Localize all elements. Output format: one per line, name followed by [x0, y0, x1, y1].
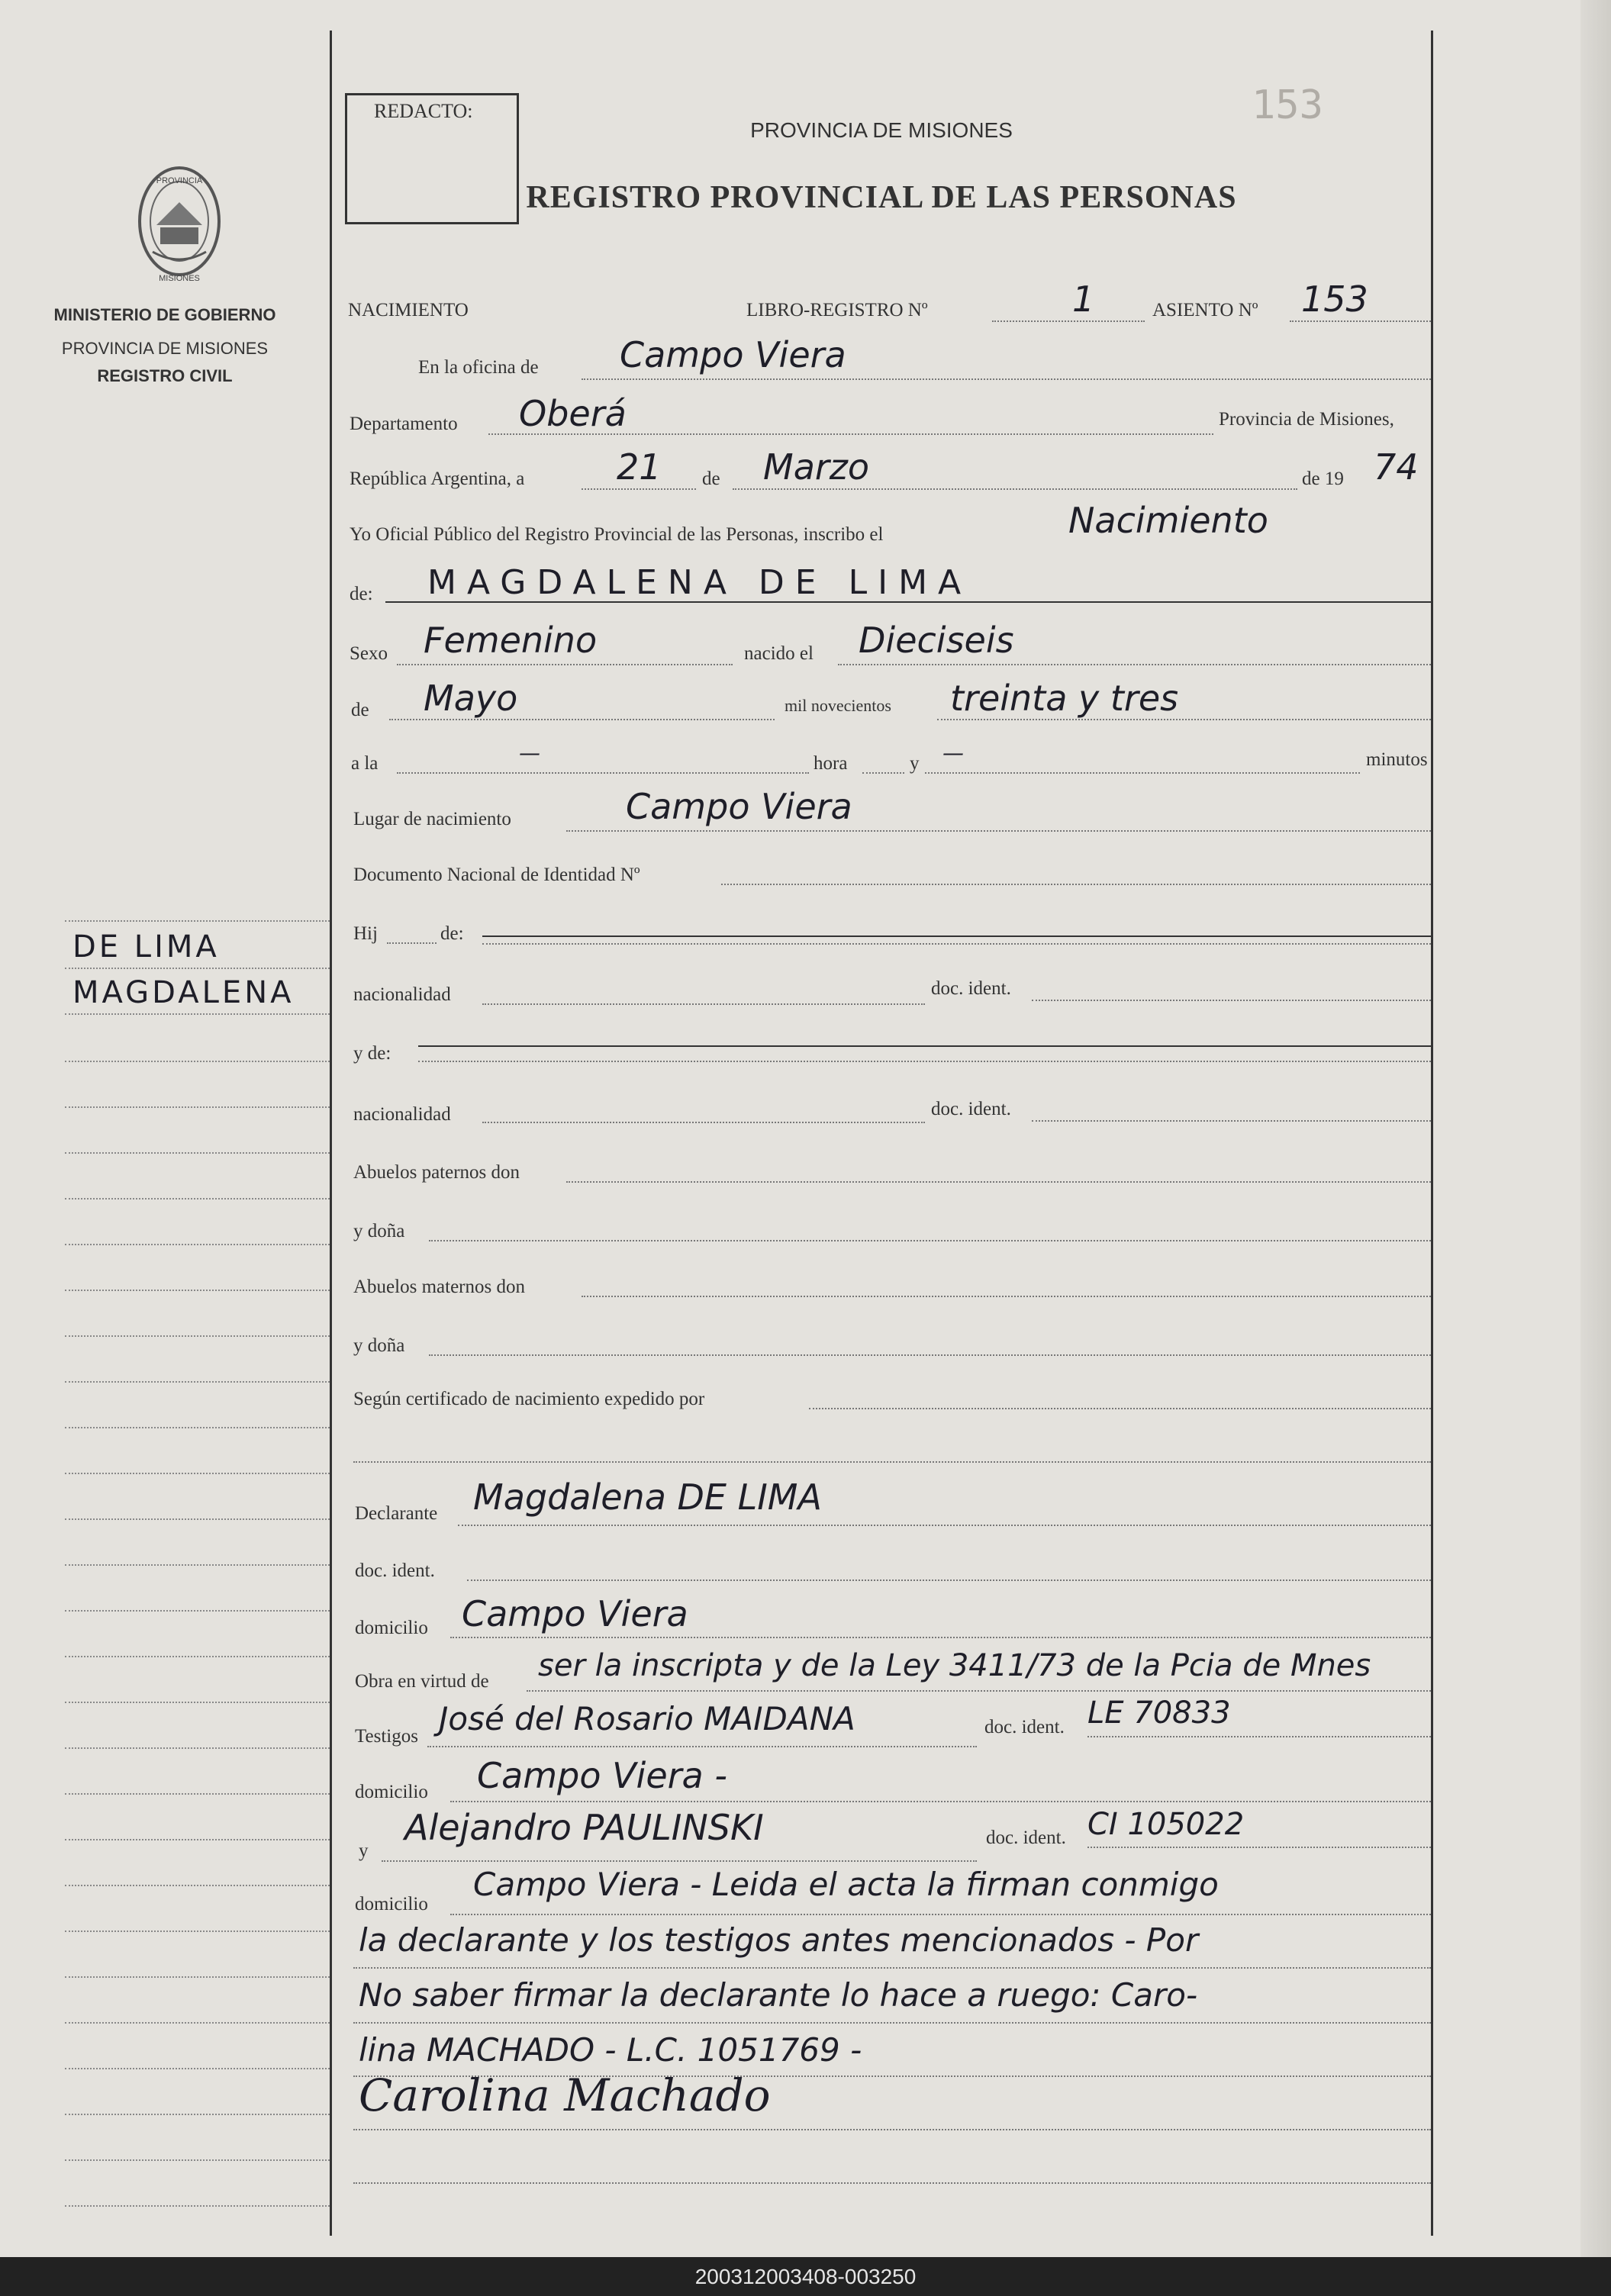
dni-label: Documento Nacional de Identidad Nº: [353, 865, 640, 885]
oficina-value: Campo Viera: [620, 334, 846, 375]
ydona-label-1: y doña: [353, 1221, 405, 1241]
minutos-label: minutos: [1366, 749, 1428, 770]
asiento-value: 153: [1301, 279, 1368, 320]
year-prefix: de 19: [1302, 469, 1344, 489]
month-value: Marzo: [763, 446, 870, 488]
lugar-value: Campo Viera: [626, 786, 852, 827]
ministry-line-2: PROVINCIA DE MISIONES: [61, 339, 269, 358]
testigo2-doc-label: doc. ident.: [986, 1827, 1066, 1848]
abuelos-maternos-label: Abuelos maternos don: [353, 1277, 525, 1297]
departamento-value: Oberá: [519, 393, 627, 434]
y2-label: y: [359, 1840, 369, 1861]
testigo1-doc-label: doc. ident.: [984, 1717, 1065, 1737]
notes-line-1: la declarante y los testigos antes mencionados - Por: [359, 1921, 1199, 1959]
domicilio-label-3: domicilio: [355, 1894, 428, 1914]
birth-month-value: Mayo: [424, 678, 518, 719]
page-number: 153: [1252, 82, 1323, 128]
signature: Carolina Machado: [359, 2069, 771, 2121]
margin-note-name: MAGDALENA: [72, 975, 295, 1010]
yde-label: y de:: [353, 1043, 391, 1064]
acta-type-value: Nacimiento: [1068, 500, 1268, 541]
departamento-label: Departamento: [350, 414, 458, 434]
right-rule: [1431, 31, 1433, 2236]
margin-note-surname: DE LIMA: [72, 929, 220, 964]
obra-label: Obra en virtud de: [355, 1671, 489, 1692]
nacionalidad-label-1: nacionalidad: [353, 984, 451, 1005]
birth-year-value: treinta y tres: [950, 678, 1179, 719]
ala-label: a la: [351, 753, 379, 774]
nacionalidad-label-2: nacionalidad: [353, 1104, 451, 1125]
minutos-value: —: [942, 740, 964, 765]
mil-label: mil novecientos: [785, 696, 891, 715]
oficial-label: Yo Oficial Público del Registro Provincial de las Personas, inscribo el: [350, 524, 884, 545]
doc-ident-label-1: doc. ident.: [931, 978, 1011, 999]
testigo1-doc-value: LE 70833: [1087, 1695, 1231, 1731]
nacido-label: nacido el: [744, 643, 814, 664]
registry-title: REGISTRO PROVINCIAL DE LAS PERSONAS: [526, 180, 1237, 215]
lugar-label: Lugar de nacimiento: [353, 809, 511, 829]
libro-label: LIBRO-REGISTRO Nº: [746, 300, 928, 320]
segun-label: Según certificado de nacimiento expedido por: [353, 1389, 705, 1409]
domicilio-label-1: domicilio: [355, 1618, 428, 1638]
oficina-label: En la oficina de: [418, 357, 539, 378]
testigo2-domicilio-value: Campo Viera - Leida el acta la firman conmigo: [473, 1866, 1219, 1903]
sexo-label: Sexo: [350, 643, 388, 664]
domicilio-label-2: domicilio: [355, 1782, 428, 1802]
notes-line-3: lina MACHADO - L.C. 1051769 -: [359, 2031, 862, 2069]
declarante-label: Declarante: [355, 1503, 438, 1524]
province-heading: PROVINCIA DE MISIONES: [750, 118, 1013, 142]
nacido-day-value: Dieciseis: [859, 620, 1014, 661]
nacimiento-label: NACIMIENTO: [348, 300, 469, 320]
abuelos-paternos-label: Abuelos paternos don: [353, 1162, 520, 1183]
footer-bar: [0, 2257, 1611, 2296]
libro-value: 1: [1072, 279, 1095, 320]
margin-rule: [330, 31, 332, 2236]
ydona-label-2: y doña: [353, 1335, 405, 1356]
testigo2-value: Alejandro PAULINSKI: [404, 1807, 764, 1848]
hora-label: hora: [814, 753, 848, 774]
svg-text:MISIONES: MISIONES: [159, 274, 200, 283]
name-value: MAGDALENA DE LIMA: [427, 563, 972, 602]
notes-line-2: No saber firmar la declarante lo hace a ruego: Caro-: [359, 1976, 1198, 2014]
obra-value: ser la inscripta y de la Ley 3411/73 de la Pcia de Mnes: [538, 1648, 1371, 1683]
svg-text:PROVINCIA: PROVINCIA: [156, 176, 203, 185]
hij-label: Hij: [353, 923, 378, 944]
ministry-line-3: REGISTRO CIVIL: [97, 366, 233, 385]
ministry-line-1: MINISTERIO DE GOBIERNO: [53, 305, 276, 324]
testigos-label: Testigos: [355, 1726, 418, 1747]
republica-label: República Argentina, a: [350, 469, 525, 489]
testigo1-value: José del Rosario MAIDANA: [439, 1700, 855, 1737]
doc-ident-declarante-label: doc. ident.: [355, 1560, 435, 1581]
domicilio-declarante-value: Campo Viera: [462, 1593, 688, 1634]
y-label: y: [910, 753, 920, 774]
provincial-seal-icon: [130, 160, 229, 290]
day-value: 21: [617, 446, 662, 488]
asiento-label: ASIENTO Nº: [1152, 300, 1258, 320]
testigo1-domicilio-value: Campo Viera -: [477, 1755, 727, 1796]
redacto-label: REDACTO:: [374, 100, 473, 122]
sexo-value: Femenino: [424, 620, 598, 661]
declarante-value: Magdalena DE LIMA: [473, 1476, 822, 1518]
hij-de-label: de:: [440, 923, 464, 944]
book-edge: [1580, 0, 1611, 2257]
de-name-label: de:: [350, 584, 373, 604]
de-month-label: de: [351, 700, 369, 720]
year-value: 74: [1374, 446, 1419, 488]
provincia-label: Provincia de Misiones,: [1219, 409, 1394, 430]
document-id: 200312003408-003250: [694, 2265, 917, 2288]
doc-ident-label-2: doc. ident.: [931, 1099, 1011, 1119]
hora-value: —: [519, 740, 540, 765]
de-label: de: [702, 469, 720, 489]
testigo2-doc-value: CI 105022: [1087, 1807, 1245, 1842]
